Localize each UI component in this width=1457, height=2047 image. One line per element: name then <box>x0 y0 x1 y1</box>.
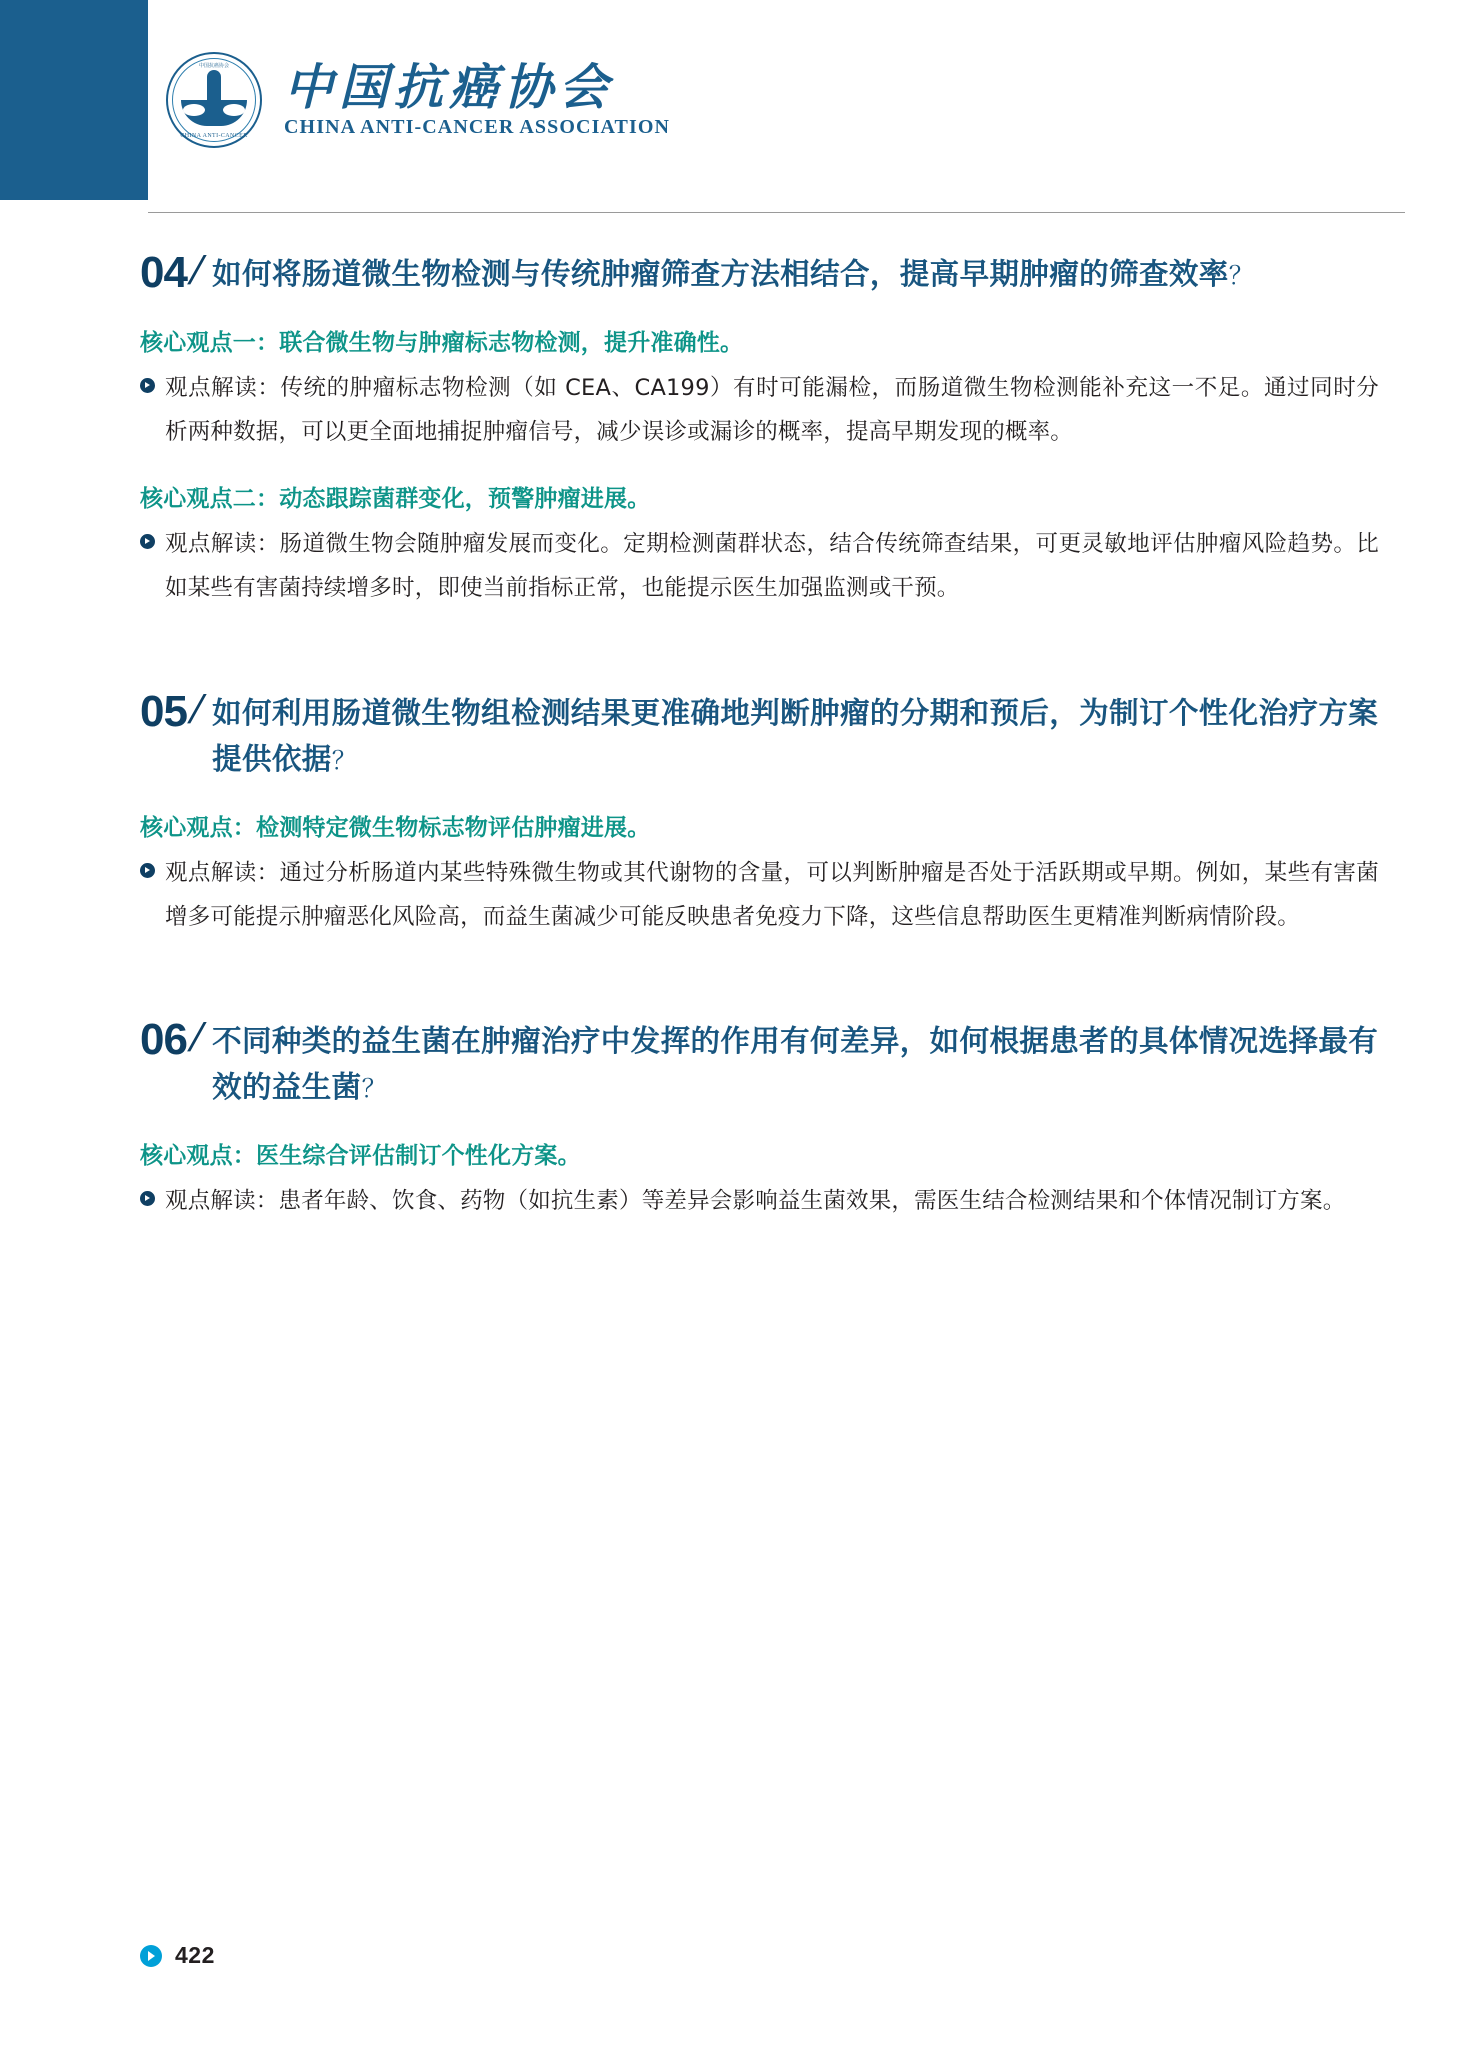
org-name-cn: 中国抗癌协会 <box>284 57 615 116</box>
org-name-en: CHINA ANTI-CANCER ASSOCIATION <box>284 116 671 139</box>
page-content <box>0 250 1457 1234</box>
emblem-ring-top-label: 中国抗癌协会 <box>198 63 229 69</box>
page-number: 422 <box>175 1942 215 1968</box>
bullet-arrow-icon <box>140 378 155 393</box>
core-point-text: 医生综合评估制订个性化方案 <box>256 1142 558 1169</box>
core-point-text: 检测特定微生物标志物评估肿瘤进展 <box>256 814 628 841</box>
core-point-tail: 。 <box>720 329 744 356</box>
question-number-06: 06 <box>140 1015 187 1065</box>
question-number-04: 04 <box>140 248 187 297</box>
core-point-tail: 。 <box>627 814 651 841</box>
question-block-05 <box>140 689 1379 939</box>
slash-icon: / <box>184 249 209 293</box>
core-point-text: 联合微生物与肿瘤标志物检测，提升准确性 <box>279 329 721 356</box>
logo-text <box>284 57 671 140</box>
question-block-04 <box>140 250 1379 611</box>
header-accent-bar <box>0 0 148 200</box>
footer-arrow-icon <box>140 1945 162 1967</box>
page-header <box>0 0 1457 200</box>
core-point-prefix: 核心观点： <box>140 814 256 841</box>
emblem-ring-bottom-label: CHINA ANTI-CANCER <box>180 133 248 139</box>
question-title-05 <box>212 691 1379 782</box>
question-title-text-06: 不同种类的益生菌在肿瘤治疗中发挥的作用有何差异，如何根据患者的具体情况选择最有效的益生菌 <box>212 1024 1379 1105</box>
core-point-tail: 。 <box>557 1142 581 1169</box>
question-heading-06 <box>140 1017 1379 1110</box>
question-mark-05: ？ <box>331 745 358 775</box>
question-number-05: 05 <box>140 687 187 737</box>
page-footer <box>140 1942 215 1969</box>
question-heading-04 <box>140 250 1379 298</box>
bullet-arrow-icon <box>140 534 155 549</box>
slash-icon: / <box>184 688 209 733</box>
core-point-label-04-1 <box>140 324 1379 357</box>
core-point-prefix: 核心观点二： <box>140 486 280 513</box>
bullet-arrow-icon <box>140 863 155 878</box>
bullet-text-04-2: 观点解读：肠道微生物会随肿瘤发展而变化。定期检测菌群状态，结合传统筛查结果，可更灵敏地评估肿瘤风险趋势。比如某些有害菌持续增多时，即使当前指标正常，也能提示医生加强监测或干预。 <box>165 531 1379 602</box>
question-title-text-05: 如何利用肠道微生物组检测结果更准确地判断肿瘤的分期和预后，为制订个性化治疗方案提供依据 <box>212 696 1379 776</box>
question-title-06 <box>212 1019 1379 1110</box>
question-block-06 <box>140 1017 1379 1223</box>
core-point-label-06-1 <box>140 1137 1379 1170</box>
core-point-prefix: 核心观点： <box>140 1142 256 1169</box>
question-mark-06: ？ <box>361 1074 387 1104</box>
question-title-text-04: 如何将肠道微生物检测与传统肿瘤筛查方法相结合，提高早期肿瘤的筛查效率 <box>212 257 1229 291</box>
core-point-label-05-1 <box>140 809 1379 842</box>
bullet-item <box>140 1180 1379 1224</box>
bullet-item <box>140 852 1379 940</box>
core-point-label-04-2 <box>140 480 1379 513</box>
header-branding <box>148 0 1457 200</box>
question-title-04 <box>212 252 1254 298</box>
question-heading-05 <box>140 689 1379 782</box>
core-point-text: 动态跟踪菌群变化，预警肿瘤进展 <box>279 486 628 513</box>
bullet-item <box>140 523 1379 611</box>
slash-icon: / <box>184 1016 209 1061</box>
bullet-text-06-1: 观点解读：患者年龄、饮食、药物（如抗生素）等差异会影响益生菌效果，需医生结合检测结果和个体情况制订方案。 <box>165 1187 1346 1214</box>
core-point-prefix: 核心观点一： <box>140 329 280 356</box>
question-mark-04: ？ <box>1228 261 1255 290</box>
association-emblem-icon <box>166 52 262 148</box>
header-divider <box>148 212 1405 213</box>
logo <box>166 52 670 148</box>
bullet-arrow-icon <box>140 1191 155 1206</box>
bullet-item <box>140 367 1379 455</box>
bullet-text-05-1: 观点解读：通过分析肠道内某些特殊微生物或其代谢物的含量，可以判断肿瘤是否处于活跃期或早期。例如，某些有害菌增多可能提示肿瘤恶化风险高，而益生菌减少可能反映患者免疫力下降，这些信息帮助医生更精准判断病情阶段。 <box>165 859 1379 930</box>
bullet-text-04-1: 观点解读：传统的肿瘤标志物检测（如 CEA、CA199）有时可能漏检，而肠道微生物检测能补充这一不足。通过同时分析两种数据，可以更全面地捕捉肿瘤信号，减少误诊或漏诊的概率，提高早期发现的概率。 <box>165 374 1379 445</box>
core-point-tail: 。 <box>627 486 651 513</box>
